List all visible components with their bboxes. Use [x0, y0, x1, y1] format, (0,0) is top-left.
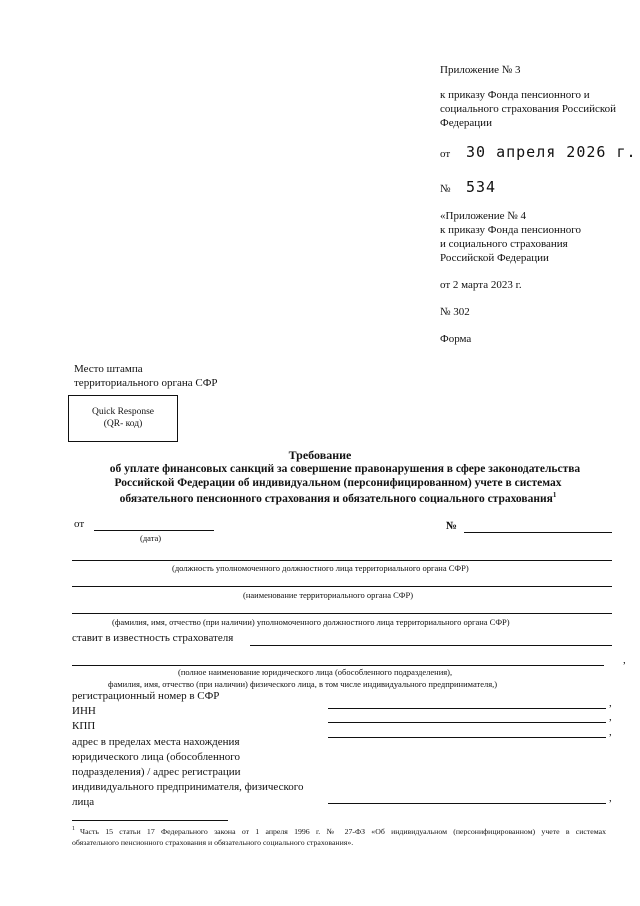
official-name-line[interactable]	[72, 613, 612, 614]
address-line2: юридического лица (обособленного	[72, 751, 240, 763]
informs-label: ставит в известность страхователя	[72, 632, 234, 644]
official-name-caption: (фамилия, имя, отчество (при наличии) уполномоченного должностного лица территориального органа СФР)	[112, 617, 510, 627]
address-line5: лица	[72, 796, 95, 808]
territorial-name-caption: (наименование территориального органа СФР)	[243, 590, 414, 600]
reg-number-field[interactable]	[328, 708, 606, 709]
appendix4-date: от 2 марта 2023 г.	[440, 279, 522, 291]
stamp-line1: Место штампа	[74, 363, 143, 375]
date-caption: (дата)	[140, 533, 162, 543]
insurer-caption-1: (полное наименование юридического лица (обособленного подразделения),	[178, 667, 453, 677]
number-field-line[interactable]	[464, 532, 612, 533]
footnote-mark: 1	[72, 826, 75, 832]
appendix4-num: № 302	[440, 306, 470, 318]
official-position-caption: (должность уполномоченного должностного лица территориального органа СФР)	[172, 563, 469, 573]
form-label: Форма	[440, 333, 472, 345]
insurer-line-2[interactable]	[72, 665, 604, 666]
appendix-title: Приложение № 3	[440, 64, 521, 76]
reg-number-label: регистрационный номер в СФР	[72, 690, 220, 702]
appendix-num-prefix: №	[440, 183, 451, 195]
qr-line1: Quick Response	[91, 407, 154, 417]
appendix4-line3: и социального страхования	[440, 238, 568, 250]
appendix-line3: социального страхования Российской	[440, 103, 617, 115]
appendix4-title: «Приложение № 4	[440, 210, 527, 222]
insurer-comma: ,	[623, 654, 626, 666]
inn-field[interactable]	[328, 722, 606, 723]
document-title: Требование	[288, 448, 352, 462]
address-comma: ,	[609, 792, 612, 804]
document-subtitle-2: Российской Федерации об индивидуальном (персонифицированном) учете в системах	[114, 477, 562, 489]
document-subtitle-3-text: обязательного пенсионного страхования и обязательного социального страхования	[119, 492, 553, 505]
insurer-caption-2: фамилия, имя, отчество (при наличии) физического лица, в том числе индивидуального предпринимателя,)	[108, 679, 498, 689]
address-line4: индивидуального предпринимателя, физического	[72, 781, 304, 793]
from-label: от	[74, 518, 85, 530]
inn-comma: ,	[609, 711, 612, 723]
appendix-date-prefix: от	[440, 148, 451, 160]
appendix-num-value: 534	[466, 178, 497, 196]
insurer-line-1[interactable]	[250, 645, 612, 646]
official-position-line[interactable]	[72, 560, 612, 561]
footnote-separator	[72, 820, 228, 821]
footnote-text-1: Часть 15 статьи 17 Федерального закона от 1 апреля 1996 г. № 27-ФЗ «Об индивидуальном (персонифицированном) учете в системах	[80, 827, 606, 836]
address-line3: подразделения) / адрес регистрации	[72, 766, 241, 778]
reg-number-comma: ,	[609, 697, 612, 709]
inn-label: ИНН	[72, 705, 96, 717]
qr-line2: (QR- код)	[103, 419, 143, 429]
address-line1: адрес в пределах места нахождения	[72, 736, 240, 748]
territorial-name-line[interactable]	[72, 586, 612, 587]
address-field[interactable]	[328, 803, 606, 804]
appendix-line2: к приказу Фонда пенсионного и	[440, 89, 590, 101]
appendix4-line4: Российской Федерации	[440, 252, 549, 264]
appendix-date-value: 30 апреля 2026 г.	[466, 143, 637, 161]
document-subtitle-3	[0, 491, 640, 505]
footnote-text-2: обязательного пенсионного страхования и обязательного социального страхования».	[72, 838, 354, 847]
date-field-line[interactable]	[94, 530, 214, 531]
title-footnote-mark: 1	[552, 491, 557, 499]
kpp-label: КПП	[72, 720, 96, 732]
appendix4-line2: к приказу Фонда пенсионного	[440, 224, 582, 236]
appendix-line4: Федерации	[440, 117, 492, 129]
qr-code-box	[68, 395, 178, 442]
kpp-comma: ,	[609, 726, 612, 738]
stamp-line2: территориального органа СФР	[74, 377, 218, 389]
document-subtitle-1: об уплате финансовых санкций за совершение правонарушения в сфере законодательства	[109, 463, 581, 475]
number-sign: №	[446, 520, 458, 532]
kpp-field[interactable]	[328, 737, 606, 738]
